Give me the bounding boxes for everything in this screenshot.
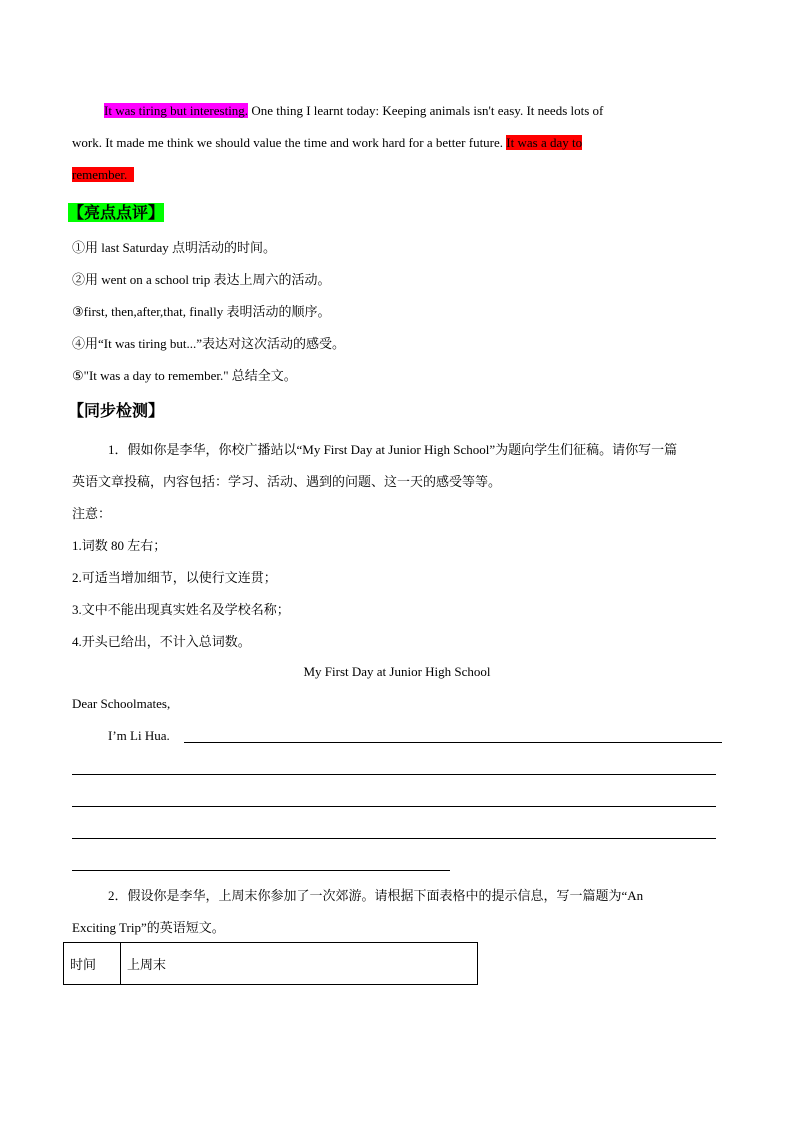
trip-info-table: [63, 942, 478, 985]
opening-sentence: I’m Li Hua.: [108, 728, 170, 743]
table-row: [64, 943, 478, 985]
highlight-day-to: It was a day to: [506, 135, 583, 150]
table-cell-value: 上周末: [121, 943, 478, 985]
q1-prompt-line-1: 1．假如你是李华，你校广播站以“My First Day at Junior High School”为题向学生们征稿。请你写一篇: [108, 442, 678, 457]
table-cell-label: 时间: [64, 943, 121, 985]
highlight-item: ⑤"It was a day to remember." 总结全文。: [72, 368, 297, 383]
highlight-item: ③first, then,after,that, finally 表明活动的顺序。: [72, 304, 331, 319]
q2-prompt-line-2: Exciting Trip”的英语短文。: [72, 920, 225, 935]
highlights-title: 【亮点点评】: [68, 203, 165, 222]
highlight-tiring-interesting: It was tiring but interesting.: [104, 103, 249, 118]
q1-note: 3.文中不能出现真实姓名及学校名称；: [72, 602, 290, 617]
q1-note: 2.可适当增加细节，以使行文连贯；: [72, 570, 277, 585]
passage-line-3: [72, 165, 722, 185]
highlight-item: ②用 went on a school trip 表达上周六的活动。: [72, 272, 331, 287]
highlight-remember: remember.: [72, 167, 128, 182]
highlights-heading: [68, 200, 718, 226]
passage-line-2-text: work. It made me think we should value the time and work hard for a better future.: [72, 135, 504, 150]
highlight-item: ④用“It was tiring but...”表达对这次活动的感受。: [72, 336, 345, 351]
essay-title: My First Day at Junior High School: [303, 664, 491, 679]
passage-line-1-rest: One thing I learnt today: Keeping animals isn't easy. It needs lots of: [248, 103, 604, 118]
writing-line[interactable]: [72, 838, 716, 839]
q1-prompt-line-2: 英语文章投稿，内容包括：学习、活动、遇到的问题、这一天的感受等等。: [72, 474, 502, 489]
q1-note: 4.开头已给出，不计入总词数。: [72, 634, 251, 649]
salutation: Dear Schoolmates,: [72, 696, 171, 711]
q2-prompt-line-1: 2．假设你是李华，上周末你参加了一次郊游。请根据下面表格中的提示信息，写一篇题为“An: [108, 888, 644, 903]
writing-line[interactable]: [72, 806, 716, 807]
highlight-item: ①用 last Saturday 点明活动的时间。: [72, 240, 277, 255]
passage-line-1: [104, 101, 718, 121]
writing-line[interactable]: [184, 742, 722, 743]
writing-line[interactable]: [72, 870, 450, 871]
q1-note: 1.词数 80 左右；: [72, 538, 167, 553]
writing-line[interactable]: [72, 774, 716, 775]
passage-line-2: [72, 133, 704, 153]
practice-heading: 【同步检测】: [68, 401, 165, 420]
q1-notes-label: 注意：: [72, 506, 112, 521]
